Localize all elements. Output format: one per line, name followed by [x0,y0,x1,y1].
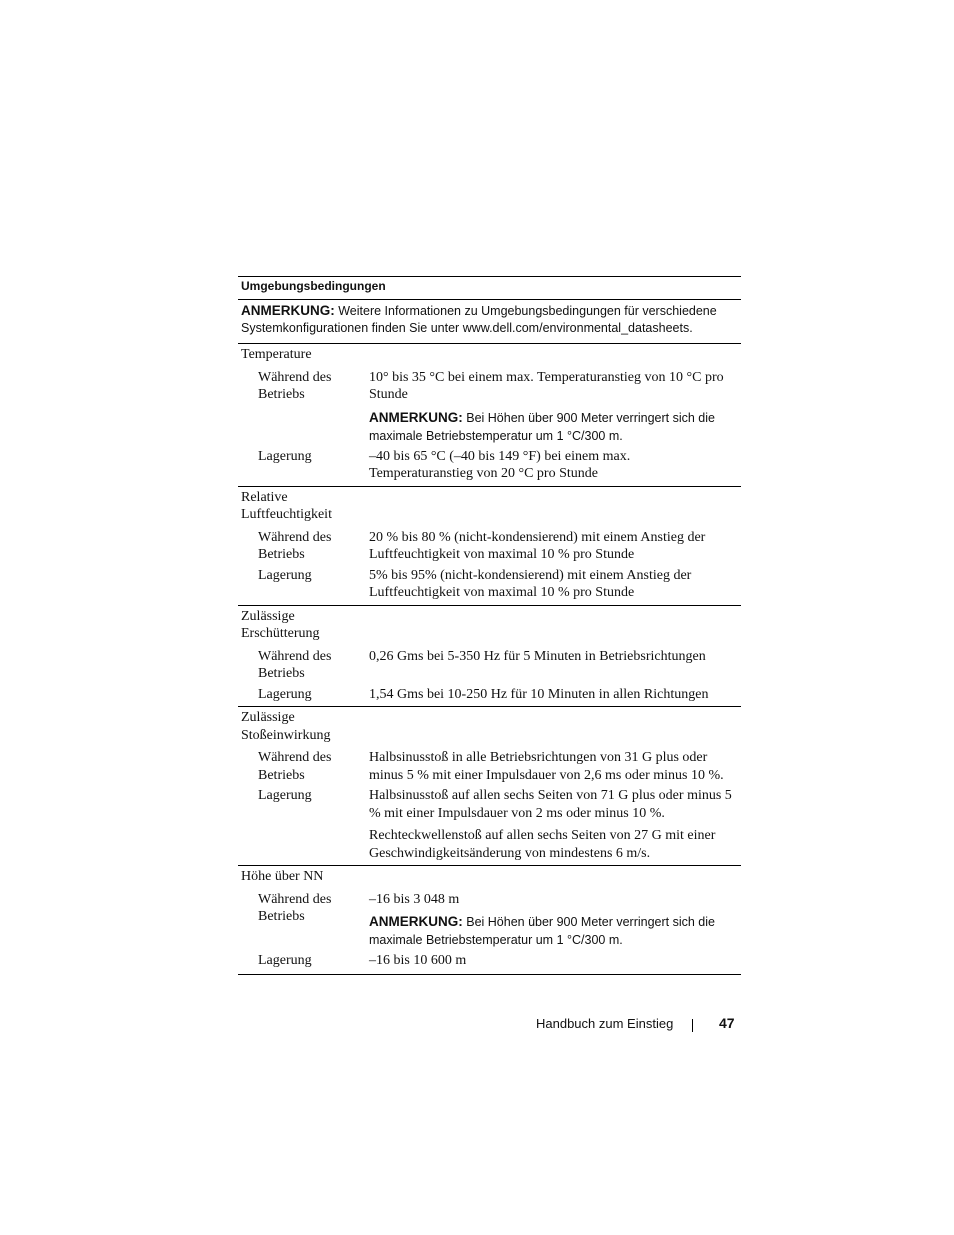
top-note [238,300,741,344]
value-text: –16 bis 3 048 m [369,891,460,907]
inline-note [369,409,737,445]
row-label: Während des Betriebs [258,891,332,924]
row-value [369,648,741,683]
note-label: ANMERKUNG: [241,303,335,318]
footer-separator [692,1019,693,1032]
row-label: Lagerung [258,686,312,702]
table-row [238,645,741,683]
row-label: Lagerung [258,567,312,583]
row-value [369,529,741,564]
table-row [238,949,741,970]
table-row [238,888,741,950]
section-label: Zulässige Stoßeinwirkung [241,710,331,743]
row-value [369,952,741,970]
table-row [238,526,741,564]
value-text: 10° bis 35 °C bei einem max. Temperaturanstieg von 10 °C pro Stunde [369,369,724,402]
row-label: Während des Betriebs [258,529,332,562]
note-text: Bei Höhen über 900 Meter verringert sich die maximale Betriebstemperatur um 1 °C/300 m. [369,915,715,947]
footer-title: Handbuch zum Einstieg [536,1016,674,1031]
value-text: 5% bis 95% (nicht-kondensierend) mit einem Anstieg der Luftfeuchtigkeit von maximal 10 % pro Stunde [369,567,692,600]
table-row [238,683,741,704]
value-text: –40 bis 65 °C (–40 bis 149 °F) bei einem max. Temperaturanstieg von 20 °C pro Stunde [369,448,631,481]
table-row [238,784,741,862]
row-value [369,749,741,784]
table-row [238,366,741,445]
table-header: Umgebungsbedingungen [238,276,741,300]
note-link: www.dell.com/environmental_datasheets [462,321,690,335]
page-footer [536,1015,736,1035]
row-value [369,567,741,602]
page-number: 47 [719,1015,735,1031]
section [238,866,741,975]
section [238,707,741,866]
section [238,487,741,606]
section [238,606,741,708]
value-text: 0,26 Gms bei 5-350 Hz für 5 Minuten in Betriebsrichtungen [369,648,706,664]
value-text: –16 bis 10 600 m [369,953,467,968]
value-text: Rechteckwellenstoß auf allen sechs Seiten von 27 G mit einer Geschwindigkeitsänderung von mindestens 6 m/s. [369,828,716,861]
row-label: Während des Betriebs [258,750,332,783]
row-value [369,891,741,950]
note-suffix: . [689,321,693,335]
row-value [369,369,741,445]
value-text: Halbsinusstoß in alle Betriebsrichtungen von 31 G plus oder minus 5 % mit einer Impulsdauer von 2,6 ms oder minus 10 %. [369,750,724,783]
section-label: Temperature [241,347,312,362]
value-text: Halbsinusstoß auf allen sechs Seiten von 71 G plus oder minus 5 % mit einer Impulsdauer von 2 ms oder minus 10 %. [369,788,732,821]
section-label: Relative Luftfeuchtigkeit [241,489,332,522]
row-label: Lagerung [258,788,312,803]
note-label: ANMERKUNG: [369,914,463,929]
row-value [369,686,741,704]
note-text: Bei Höhen über 900 Meter verringert sich die maximale Betriebstemperatur um 1 °C/300 m. [369,410,715,443]
row-value [369,448,741,483]
table-row [238,564,741,602]
note-label: ANMERKUNG: [369,409,463,425]
section-label: Höhe über NN [241,869,324,884]
section-label: Zulässige Erschütterung [241,608,320,641]
value-text: 1,54 Gms bei 10-250 Hz für 10 Minuten in allen Richtungen [369,686,709,702]
table-row [238,746,741,784]
table-row [238,445,741,483]
section [238,344,741,487]
row-label: Während des Betriebs [258,369,332,402]
row-label: Während des Betriebs [258,648,332,681]
note-text: Weitere Informationen zu Umgebungsbedingungen für verschiedene Systemkonfigurationen finden Sie unter [241,304,717,335]
inline-note [369,913,737,949]
environment-table [238,276,741,975]
row-value [369,787,741,862]
sections [238,344,741,975]
row-label: Lagerung [258,953,312,968]
value-text: 20 % bis 80 % (nicht-kondensierend) mit einem Anstieg der Luftfeuchtigkeit von maximal 10 % pro Stunde [369,529,706,562]
row-label: Lagerung [258,448,312,464]
